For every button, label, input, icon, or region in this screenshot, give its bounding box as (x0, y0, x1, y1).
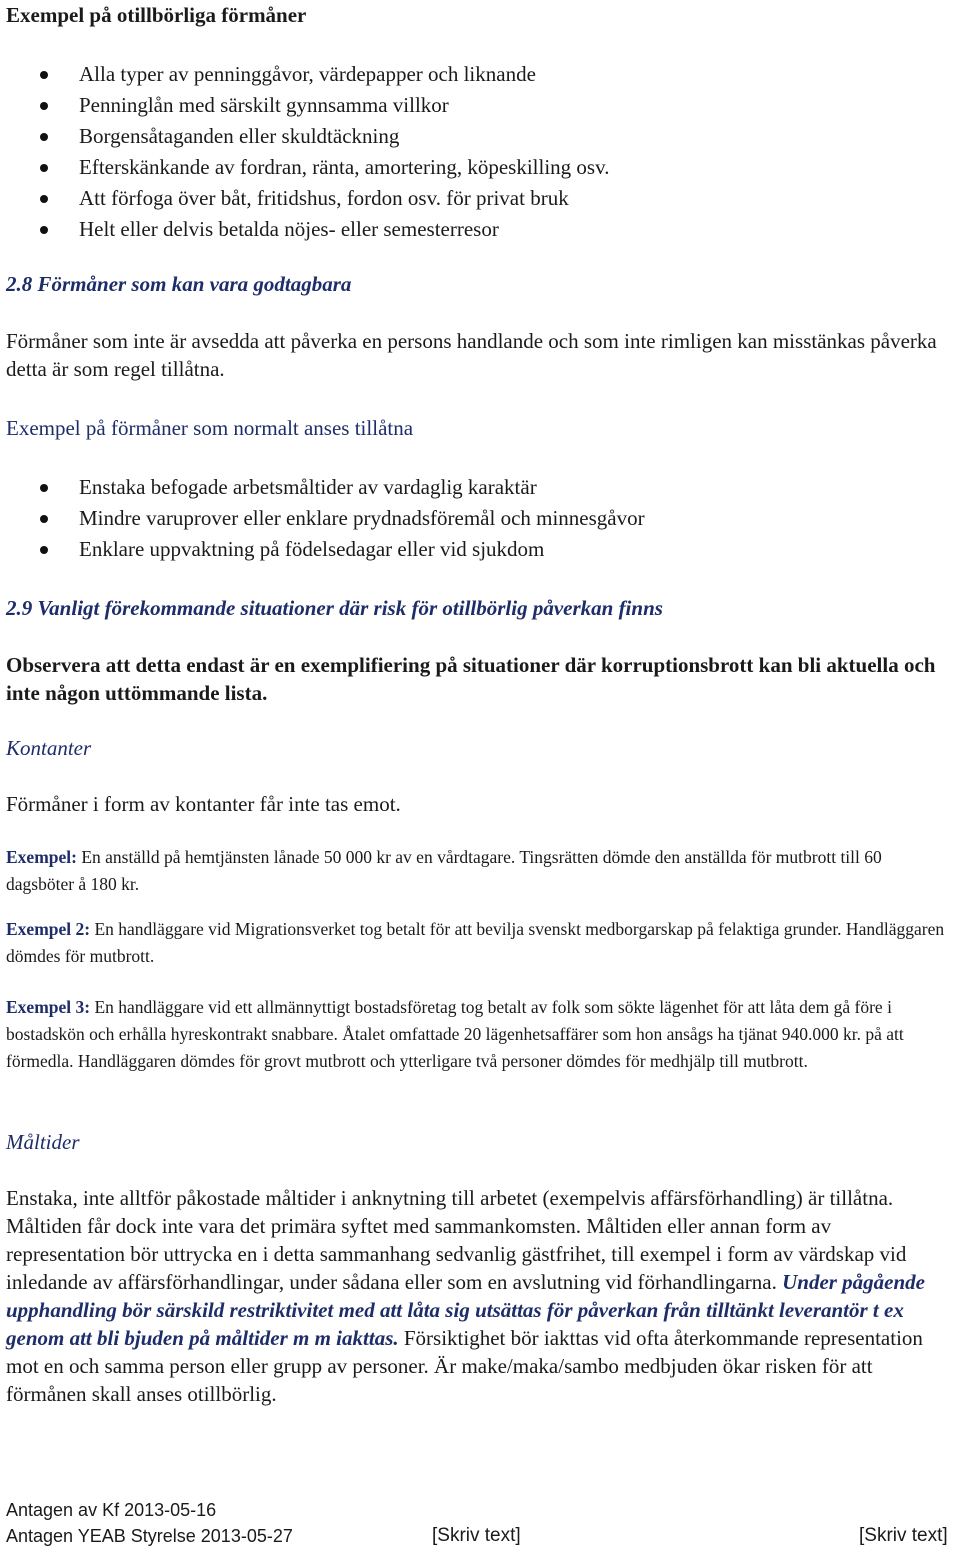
bullet-icon (40, 484, 48, 492)
list-item: Penninglån med särskilt gynnsamma villkor (0, 90, 940, 121)
section-heading-otillborliga: Exempel på otillbörliga förmåner (6, 3, 307, 27)
list-item: Efterskänkande av fordran, ränta, amortering, köpeskilling osv. (0, 152, 940, 183)
subheading-kontanter: Kontanter (6, 736, 92, 760)
list-item: Mindre varuprover eller enklare prydnadsföremål och minnesgåvor (0, 503, 940, 534)
bullet-icon (40, 226, 48, 234)
paragraph-kontanter: Förmåner i form av kontanter får inte tas emot. (6, 792, 401, 816)
bullet-icon (40, 195, 48, 203)
bullet-icon (40, 133, 48, 141)
example-text: En anställd på hemtjänsten lånade 50 000 kr av en vårdtagare. Tingsrätten dömde den anställda för mutbrott till 60 dagsböter å 180 kr. (6, 847, 882, 894)
example-label: Exempel: (6, 847, 77, 867)
list-item: Enklare uppvaktning på födelsedagar eller vid sjukdom (0, 534, 940, 565)
example-1 (6, 844, 954, 898)
example-3 (6, 994, 954, 1075)
list-item: Alla typer av penninggåvor, värdepapper och liknande (0, 59, 940, 90)
bullet-list-otillborliga (0, 59, 940, 245)
subheading-maltider: Måltider (6, 1130, 80, 1154)
example-text: En handläggare vid Migrationsverket tog betalt för att bevilja svenskt medborgarskap på felaktiga grunder. Handläggaren dömdes för mutbrott. (6, 919, 945, 966)
list-item: Borgensåtaganden eller skuldtäckning (0, 121, 940, 152)
emphasis-upphandling: Under pågående upphandling bör särskild restriktivitet med att låta sig utsättas för påverkan från tilltänkt leverantör t ex genom att bli bjuden på måltider m m iakttas. (6, 1270, 926, 1350)
example-label: Exempel 2: (6, 919, 91, 939)
paragraph-2-8: Förmåner som inte är avsedda att påverka en persons handlande och som inte rimligen kan misstänkas påverka detta är som regel tillåtna. (6, 329, 937, 381)
list-item: Enstaka befogade arbetsmåltider av vardaglig karaktär (0, 472, 940, 503)
notice-paragraph: Observera att detta endast är en exemplifiering på situationer där korruptionsbrott kan bli aktuella och inte någon uttömmande lista. (6, 653, 936, 705)
footer-placeholder-center: [Skriv text] (432, 1525, 521, 1546)
subheading-tillatna: Exempel på förmåner som normalt anses tillåtna (6, 416, 414, 440)
list-item: Att förfoga över båt, fritidshus, fordon osv. för privat bruk (0, 183, 940, 214)
footer-placeholder-right: [Skriv text] (859, 1525, 948, 1546)
paragraph-maltider: Enstaka, inte alltför påkostade måltider i anknytning till arbetet (exempelvis affärsförhandling) är tillåtna. Måltiden får dock inte vara det primära syftet med sammankomsten. Måltiden eller annan form av representation bör uttrycka en i detta sammanhang sedvanlig gästfrihet, till exempel i form av värdskap vid inledande av affärsförhandlingar, under sådana eller som en avslutning vid förhandlingarna. Under pågående upphandling bör särskild restriktivitet med att låta sig utsättas för påverkan från tilltänkt leverantör t ex genom att bli bjuden på måltider m m iakttas. Försiktighet bör iakttas vid ofta återkommande representation mot en och samma person eller grupp av personer. Är make/maka/sambo medbjuden ökar risken för att förmånen skall anses otillbörlig. (6, 1186, 926, 1406)
example-label: Exempel 3: (6, 997, 91, 1017)
footer-adopted-yeab: Antagen YEAB Styrelse 2013-05-27 (6, 1526, 293, 1546)
footer-adopted-kf: Antagen av Kf 2013-05-16 (6, 1500, 217, 1520)
bullet-icon (40, 164, 48, 172)
bullet-icon (40, 515, 48, 523)
bullet-icon (40, 546, 48, 554)
example-text: En handläggare vid ett allmännyttigt bostadsföretag tog betalt av folk som sökte lägenhet för att låta dem gå före i bostadskön och erhålla hyreskontrakt snabbare. Åtalet omfattade 20 lägenhetsaffärer som hon ansågs ha tjänat 940.000 kr. på att förmedla. Handläggaren dömdes för grovt mutbrott och ytterligare två personer dömdes för medhjälp till mutbrott. (6, 997, 904, 1071)
section-heading-2-9: 2.9 Vanligt förekommande situationer där risk för otillbörlig påverkan finns (6, 596, 663, 620)
bullet-icon (40, 102, 48, 110)
bullet-list-tillatna (0, 472, 940, 565)
example-2 (6, 916, 954, 970)
bullet-icon (40, 71, 48, 79)
section-heading-2-8: 2.8 Förmåner som kan vara godtagbara (6, 272, 352, 296)
list-item: Helt eller delvis betalda nöjes- eller semesterresor (0, 214, 940, 245)
